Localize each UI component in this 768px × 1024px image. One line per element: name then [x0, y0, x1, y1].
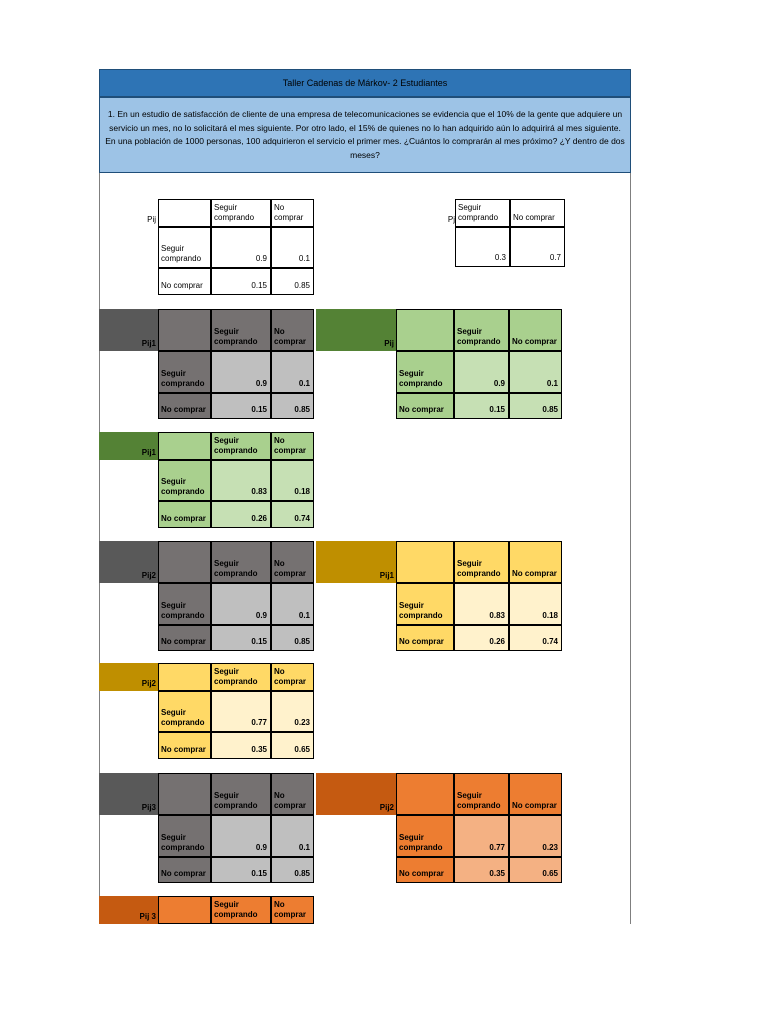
column-header: No comprar — [271, 199, 314, 227]
matrix-value: 0.9 — [211, 351, 271, 393]
table-corner-cell — [396, 309, 454, 351]
problem-statement: 1. En un estudio de satisfacción de cliente de una empresa de telecomunicaciones se evidencia que el 10% de la gente que adquiere un servicio un mes, no lo solicitará el mes siguiente. Por otro lado, el 15% de quienes no lo han adquirido aún lo adquirirá al mes siguiente. En una población de 1000 personas, 100 adquirieron el servicio el primer mes. ¿Cuántos lo comprarán al mes próximo? ¿Y dentro de dos meses? — [99, 97, 631, 173]
column-header: Seguir comprando — [211, 432, 271, 460]
table-corner-cell — [158, 773, 211, 815]
column-header: Seguir comprando — [211, 541, 271, 583]
matrix-value: 0.74 — [271, 501, 314, 528]
row-header: Seguir comprando — [158, 351, 211, 393]
matrix-value: 0.35 — [454, 857, 509, 883]
column-header: No comprar — [271, 896, 314, 924]
column-header: No comprar — [271, 432, 314, 460]
matrix-value: 0.15 — [211, 268, 271, 295]
row-header: Seguir comprando — [158, 460, 211, 501]
row-header: Seguir comprando — [396, 815, 454, 857]
matrix-value: 0.1 — [271, 583, 314, 625]
table-corner-cell — [158, 309, 211, 351]
matrix-value: 0.77 — [454, 815, 509, 857]
column-header: Seguir comprando — [211, 199, 271, 227]
matrix-value: 0.65 — [271, 732, 314, 759]
matrix-value: 0.85 — [271, 625, 314, 651]
matrix-value: 0.26 — [454, 625, 509, 651]
matrix-value: 0.65 — [509, 857, 562, 883]
table-label: Pij3 — [141, 803, 156, 812]
row-header: No comprar — [396, 857, 454, 883]
table-label: Pij2 — [141, 679, 156, 688]
matrix-value: 0.15 — [211, 857, 271, 883]
matrix-value: 0.15 — [211, 393, 271, 419]
column-header: No comprar — [509, 309, 562, 351]
column-header: Seguir comprando — [211, 773, 271, 815]
matrix-value: 0.9 — [211, 227, 271, 268]
column-header: No comprar — [271, 541, 314, 583]
table-corner-cell — [158, 199, 211, 227]
table-label: Pij2 — [379, 803, 394, 812]
matrix-value: 0.1 — [271, 227, 314, 268]
row-header: Seguir comprando — [158, 227, 211, 268]
sheet-title: Taller Cadenas de Márkov- 2 Estudiantes — [99, 69, 631, 97]
row-header: No comprar — [396, 625, 454, 651]
table-corner-cell — [396, 541, 454, 583]
row-header: Seguir comprando — [396, 583, 454, 625]
row-header: Seguir comprando — [396, 351, 454, 393]
row-header: Seguir comprando — [158, 583, 211, 625]
column-header: No comprar — [271, 773, 314, 815]
column-header: No comprar — [271, 309, 314, 351]
table-label: Pj — [447, 215, 455, 224]
column-header: Seguir comprando — [211, 309, 271, 351]
table-corner-cell — [158, 663, 211, 691]
matrix-value: 0.9 — [454, 351, 509, 393]
matrix-value: 0.3 — [455, 227, 510, 267]
row-header: No comprar — [396, 393, 454, 419]
row-header: No comprar — [158, 268, 211, 295]
table-label: Pij2 — [141, 571, 156, 580]
row-header: No comprar — [158, 393, 211, 419]
table-label: Pij — [384, 339, 394, 348]
matrix-value: 0.9 — [211, 815, 271, 857]
column-header: Seguir comprando — [211, 896, 271, 924]
sheet-border-right — [630, 173, 631, 924]
row-header: Seguir comprando — [158, 691, 211, 732]
table-corner-cell — [158, 896, 211, 924]
table-corner-cell — [158, 432, 211, 460]
matrix-value: 0.1 — [509, 351, 562, 393]
table-label: Pij1 — [379, 571, 394, 580]
row-header: No comprar — [158, 625, 211, 651]
table-corner-cell — [396, 773, 454, 815]
matrix-value: 0.1 — [271, 351, 314, 393]
matrix-value: 0.85 — [271, 857, 314, 883]
row-header: No comprar — [158, 857, 211, 883]
column-header: Seguir comprando — [454, 309, 509, 351]
row-header: No comprar — [158, 501, 211, 528]
matrix-value: 0.23 — [271, 691, 314, 732]
row-header: No comprar — [158, 732, 211, 759]
matrix-value: 0.83 — [211, 460, 271, 501]
column-header: Seguir comprando — [454, 541, 509, 583]
matrix-value: 0.9 — [211, 583, 271, 625]
matrix-value: 0.74 — [509, 625, 562, 651]
matrix-value: 0.1 — [271, 815, 314, 857]
matrix-value: 0.15 — [454, 393, 509, 419]
matrix-value: 0.85 — [509, 393, 562, 419]
column-header: Seguir comprando — [454, 773, 509, 815]
table-label: Pij1 — [141, 339, 156, 348]
matrix-value: 0.23 — [509, 815, 562, 857]
matrix-value: 0.26 — [211, 501, 271, 528]
table-label: Pij — [147, 215, 156, 224]
column-header: Seguir comprando — [211, 663, 271, 691]
matrix-value: 0.85 — [271, 393, 314, 419]
matrix-value: 0.7 — [510, 227, 565, 267]
matrix-value: 0.18 — [271, 460, 314, 501]
row-header: Seguir comprando — [158, 815, 211, 857]
column-header: Seguir comprando — [455, 199, 510, 227]
table-label: Pij1 — [141, 448, 156, 457]
table-corner-cell — [158, 541, 211, 583]
matrix-value: 0.35 — [211, 732, 271, 759]
matrix-value: 0.18 — [509, 583, 562, 625]
column-header: No comprar — [509, 773, 562, 815]
column-header: No comprar — [510, 199, 565, 227]
column-header: No comprar — [271, 663, 314, 691]
matrix-value: 0.15 — [211, 625, 271, 651]
matrix-value: 0.77 — [211, 691, 271, 732]
matrix-value: 0.85 — [271, 268, 314, 295]
column-header: No comprar — [509, 541, 562, 583]
matrix-value: 0.83 — [454, 583, 509, 625]
table-label: Pij 3 — [139, 912, 156, 921]
